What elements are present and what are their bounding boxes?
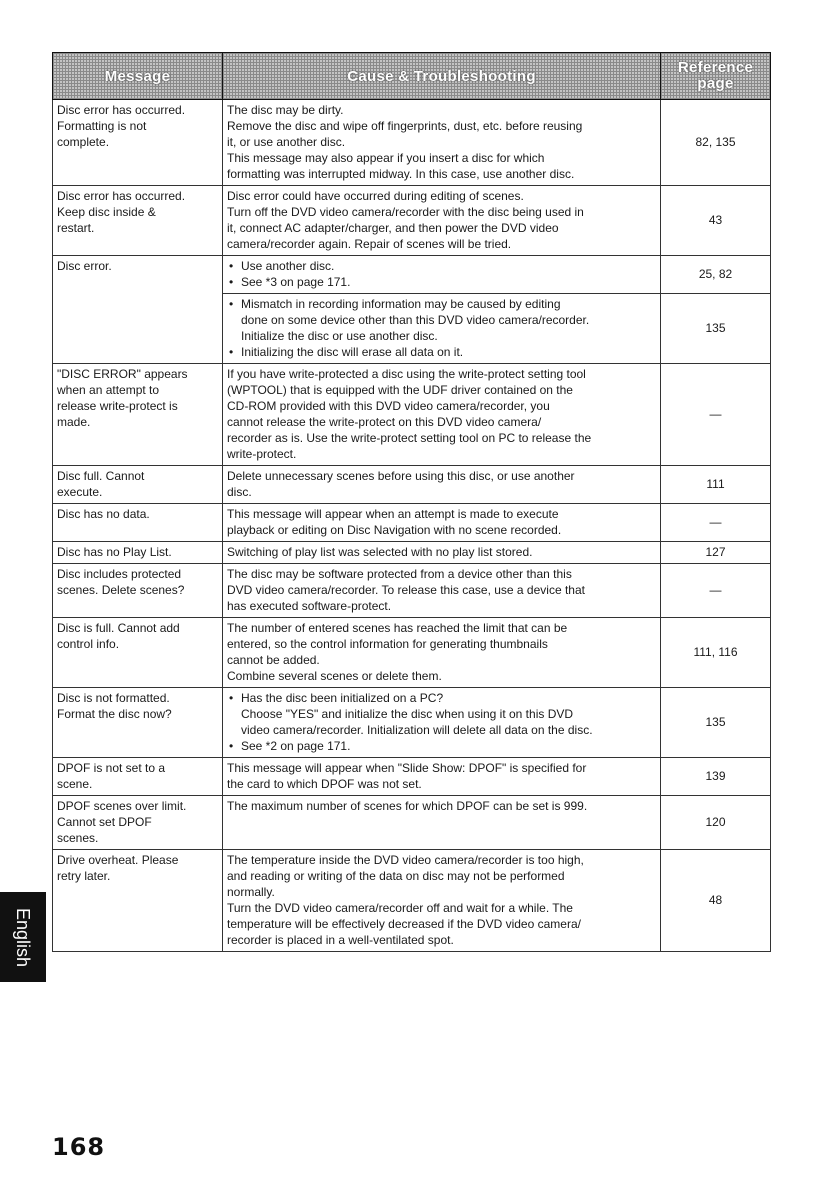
cause-bullet: • Use another disc. [227,258,656,274]
cause-cell [223,564,661,618]
message-line: retry later. [57,869,111,883]
message-line: Disc error has occurred. [57,189,186,203]
message-cell [53,796,223,850]
header-reference [661,53,771,100]
cause-line: cannot release the write-protect on this DVD video camera/ [227,415,542,429]
table-row [53,758,771,796]
message-line: execute. [57,485,103,499]
table-row [53,688,771,758]
cause-line: Combine several scenes or delete them. [227,669,442,683]
header-message: Message [53,53,223,100]
cause-cell [223,256,661,294]
reference-cell: 43 [661,186,771,256]
cause-line: Delete unnecessary scenes before using this disc, or use another [227,469,575,483]
message-cell [53,564,223,618]
cause-cell [223,294,661,364]
message-cell [53,294,223,364]
table-row [53,618,771,688]
message-line: release write-protect is [57,399,178,413]
reference-cell: 139 [661,758,771,796]
page-number: 168 [52,1133,106,1161]
table-row [53,850,771,952]
message-cell [53,256,223,294]
table-row [53,504,771,542]
cause-line: CD-ROM provided with this DVD video camera/recorder, you [227,399,550,413]
message-line: control info. [57,637,120,651]
message-line: complete. [57,135,110,149]
reference-cell: 127 [661,542,771,564]
table-row [53,364,771,466]
cause-bullet: • Initializing the disc will erase all data on it. [227,344,656,360]
cause-line: recorder is placed in a well-ventilated spot. [227,933,454,947]
table-row [53,542,771,564]
cause-line: The disc may be dirty. [227,103,344,117]
reference-cell: 111, 116 [661,618,771,688]
cause-line: has executed software-protect. [227,599,392,613]
message-line: made. [57,415,91,429]
cause-line: This message may also appear if you insert a disc for which [227,151,545,165]
message-line: scenes. [57,831,99,845]
table-row [53,294,771,364]
table-row [53,796,771,850]
reference-cell: 25, 82 [661,256,771,294]
cause-line: DVD video camera/recorder. To release this case, use a device that [227,583,585,597]
message-line: scenes. Delete scenes? [57,583,185,597]
cause-line: Remove the disc and wipe off fingerprints, dust, etc. before reusing [227,119,583,133]
cause-line: done on some device other than this DVD video camera/recorder. [241,313,590,327]
cause-line: camera/recorder again. Repair of scenes will be tried. [227,237,512,251]
cause-line: it, connect AC adapter/charger, and then power the DVD video [227,221,559,235]
cause-line: The disc may be software protected from a device other than this [227,567,572,581]
troubleshooting-table [52,52,771,952]
cause-cell [223,186,661,256]
cause-line: The maximum number of scenes for which DPOF can be set is 999. [227,799,588,813]
message-cell [53,758,223,796]
troubleshooting-table-container [52,52,770,952]
cause-line: video camera/recorder. Initialization will delete all data on the disc. [241,723,593,737]
message-line: when an attempt to [57,383,160,397]
table-row [53,186,771,256]
cause-line: (WPTOOL) that is equipped with the UDF driver contained on the [227,383,573,397]
message-line: Keep disc inside & [57,205,156,219]
reference-cell: 135 [661,688,771,758]
cause-cell [223,618,661,688]
message-line: Drive overheat. Please [57,853,179,867]
message-cell [53,186,223,256]
cause-line: This message will appear when "Slide Show: DPOF" is specified for [227,761,587,775]
message-line: Disc has no Play List. [57,545,172,559]
table-row [53,466,771,504]
cause-line: Turn off the DVD video camera/recorder with the disc being used in [227,205,584,219]
cause-bullet: • Has the disc been initialized on a PC? [227,690,656,706]
cause-line: temperature will be effectively decreased if the DVD video camera/ [227,917,581,931]
cause-line: recorder as is. Use the write-protect setting tool on PC to release the [227,431,592,445]
message-line: Formatting is not [57,119,147,133]
message-line: Disc error. [57,259,112,273]
message-line: DPOF is not set to a [57,761,166,775]
cause-bullet: • See *2 on page 171. [227,738,656,754]
cause-cell [223,688,661,758]
cause-line: formatting was interrupted midway. In this case, use another disc. [227,167,575,181]
reference-cell: — [661,564,771,618]
message-line: scene. [57,777,93,791]
cause-line: disc. [227,485,252,499]
cause-line: If you have write-protected a disc using the write-protect setting tool [227,367,586,381]
message-line: Disc error has occurred. [57,103,186,117]
table-header-row [53,53,771,100]
cause-line: it, or use another disc. [227,135,346,149]
language-side-tab [0,892,46,982]
message-line: DPOF scenes over limit. [57,799,187,813]
reference-cell: 135 [661,294,771,364]
message-line: "DISC ERROR" appears [57,367,188,381]
cause-line: Choose "YES" and initialize the disc when using it on this DVD [241,707,574,721]
cause-line: Turn the DVD video camera/recorder off and wait for a while. The [227,901,573,915]
message-line: Disc is not formatted. [57,691,170,705]
cause-line: playback or editing on Disc Navigation with no scene recorded. [227,523,562,537]
message-cell [53,504,223,542]
cause-line: The number of entered scenes has reached the limit that can be [227,621,568,635]
cause-cell [223,466,661,504]
reference-cell: — [661,364,771,466]
reference-cell: 111 [661,466,771,504]
message-cell [53,100,223,186]
message-cell [53,850,223,952]
message-cell [53,466,223,504]
cause-cell [223,850,661,952]
message-cell [53,618,223,688]
header-cause: Cause & Troubleshooting [223,53,661,100]
message-cell [53,364,223,466]
message-cell [53,688,223,758]
cause-line: This message will appear when an attempt is made to execute [227,507,559,521]
table-row [53,100,771,186]
cause-bullet: • Mismatch in recording information may be caused by editing [227,296,656,312]
reference-cell: 48 [661,850,771,952]
table-row [53,256,771,294]
cause-bullet: • See *3 on page 171. [227,274,656,290]
reference-cell: — [661,504,771,542]
header-reference-line2: page [697,75,734,92]
reference-cell: 120 [661,796,771,850]
message-line: Disc full. Cannot [57,469,145,483]
cause-line: The temperature inside the DVD video camera/recorder is too high, [227,853,584,867]
cause-cell [223,100,661,186]
message-cell [53,542,223,564]
message-line: Disc is full. Cannot add [57,621,180,635]
message-line: Format the disc now? [57,707,172,721]
message-line: Cannot set DPOF [57,815,152,829]
language-side-tab-label: English [13,907,34,967]
cause-line: normally. [227,885,275,899]
cause-cell [223,542,661,564]
cause-cell [223,758,661,796]
table-row [53,564,771,618]
message-line: restart. [57,221,95,235]
cause-line: and reading or writing of the data on disc may not be performed [227,869,565,883]
cause-cell [223,796,661,850]
cause-line: cannot be added. [227,653,320,667]
cause-line: Initialize the disc or use another disc. [241,329,438,343]
cause-line: Switching of play list was selected with no play list stored. [227,545,533,559]
cause-line: write-protect. [227,447,297,461]
reference-cell: 82, 135 [661,100,771,186]
cause-cell [223,364,661,466]
message-line: Disc includes protected [57,567,182,581]
cause-cell [223,504,661,542]
message-line: Disc has no data. [57,507,150,521]
cause-line: Disc error could have occurred during editing of scenes. [227,189,524,203]
header-reference-line1: Reference [677,59,754,76]
cause-line: the card to which DPOF was not set. [227,777,422,791]
cause-line: entered, so the control information for generating thumbnails [227,637,548,651]
